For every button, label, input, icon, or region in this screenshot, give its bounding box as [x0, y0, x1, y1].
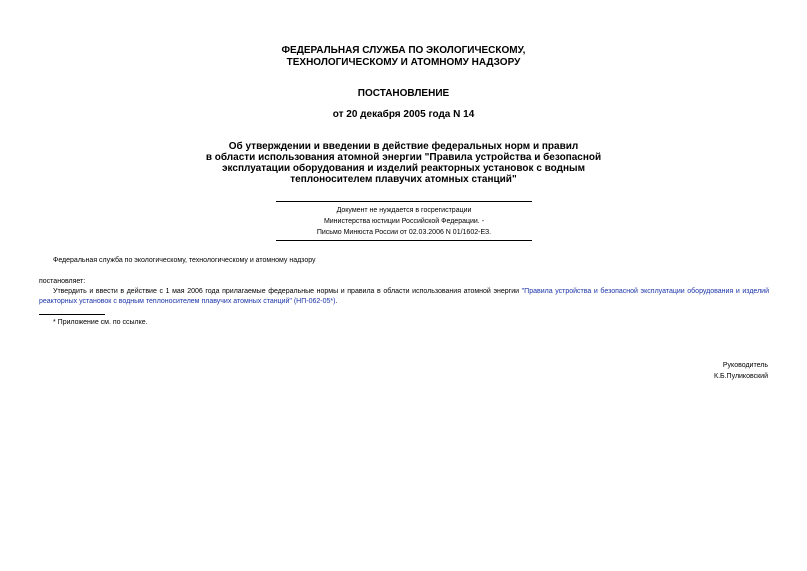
resolves-text: постановляет:: [39, 278, 86, 285]
organization-title: [0, 45, 807, 69]
main-paragraph: [39, 287, 769, 307]
signature-name: К.Б.Пуликовский: [714, 373, 768, 380]
registration-note-line-2: Министерства юстиции Российской Федерации. -: [323, 218, 485, 225]
registration-note-line-3: Письмо Минюста России от 02.03.2006 N 01/1602-ЕЗ.: [316, 229, 492, 236]
document-subject-line-4: теплоносителем плавучих атомных станций": [290, 174, 517, 185]
signature-block: [714, 360, 768, 382]
organization-title-line-2: ТЕХНОЛОГИЧЕСКОМУ И АТОМНОМУ НАДЗОРУ: [286, 57, 521, 68]
registration-bottom-divider: [276, 240, 532, 241]
rules-link[interactable]: "Правила устройства и безопасной эксплуатации оборудования и изделий реакторных установок с водным теплоносителем плавучих атомных станций" (НП-062-05*): [39, 288, 769, 305]
footnote-text: * Приложение см. по ссылке.: [53, 319, 148, 326]
registration-note: [276, 205, 532, 238]
registration-top-divider: [276, 201, 532, 202]
document-subject: [0, 141, 807, 185]
footnote-divider: [39, 314, 105, 315]
signature-role: Руководитель: [722, 362, 768, 369]
main-paragraph-end: .: [335, 298, 338, 305]
organization-title-line-1: ФЕДЕРАЛЬНАЯ СЛУЖБА ПО ЭКОЛОГИЧЕСКОМУ,: [281, 45, 526, 56]
registration-note-line-1: Документ не нуждается в госрегистрации: [336, 207, 472, 214]
main-paragraph-text: Утвердить и ввести в действие с 1 мая 2006 года прилагаемые федеральные нормы и правила в области использования атомной энергии: [53, 288, 522, 295]
document-subject-line-1: Об утверждении и введении в действие федеральных норм и правил: [228, 141, 579, 152]
document-date: от 20 декабря 2005 года N 14: [332, 109, 475, 120]
document-subject-line-2: в области использования атомной энергии "Правила устройства и безопасной: [205, 152, 602, 163]
document-type: ПОСТАНОВЛЕНИЕ: [357, 88, 450, 99]
issuer-text: Федеральная служба по экологическому, технологическому и атомному надзору: [53, 257, 316, 264]
document-subject-line-3: эксплуатации оборудования и изделий реакторных установок с водным: [222, 163, 585, 174]
